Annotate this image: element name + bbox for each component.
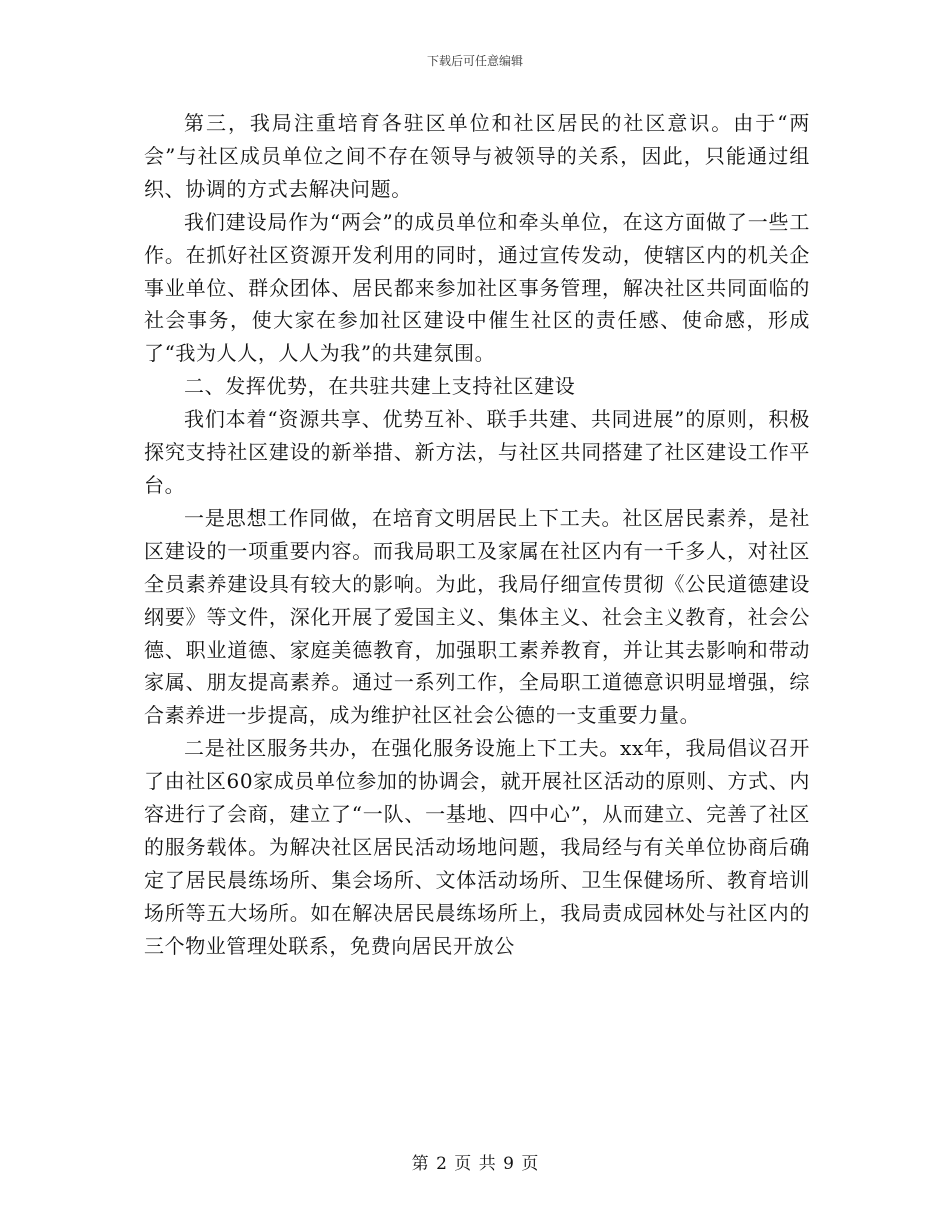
paragraph-1: 第三，我局注重培育各驻区单位和社区居民的社区意识。由于“两会”与社区成员单位之间不存在领导与被领导的关系，因此，只能通过组织、协调的方式去解决问题。 bbox=[144, 111, 810, 201]
paragraph-3: 我们本着“资源共享、优势互补、联手共建、共同进展”的原则，积极探究支持社区建设的新举措、新方法，与社区共同搭建了社区建设工作平台。 bbox=[144, 407, 810, 497]
section-heading: 二、发挥优势，在共驻共建上支持社区建设 bbox=[184, 374, 576, 399]
document-body bbox=[144, 107, 810, 963]
paragraph-5: 二是社区服务共办，在强化服务设施上下工夫。xx年，我局倡议召开了由社区60家成员单位参加的协调会，就开展社区活动的原则、方式、内容进行了会商，建立了“一队、一基地、四中心”，从而建立、完善了社区的服务载体。为解决社区居民活动场地问题，我局经与有关单位协商后确定了居民晨练场所、集会场所、文体活动场所、卫生保健场所、教育培训场所等五大场所。如在解决居民晨练场所上，我局责成园林处与社区内的三个物业管理处联系，免费向居民开放公 bbox=[144, 736, 810, 958]
page-footer: 第 2 页 共 9 页 bbox=[411, 1154, 539, 1174]
page-header: 下载后可任意编辑 bbox=[426, 54, 523, 68]
paragraph-4: 一是思想工作同做，在培育文明居民上下工夫。社区居民素养，是社区建设的一项重要内容。而我局职工及家属在社区内有一千多人，对社区全员素养建设具有较大的影响。为此，我局仔细宣传贯彻《公民道德建设纲要》等文件，深化开展了爱国主义、集体主义、社会主义教育，社会公德、职业道德、家庭美德教育，加强职工素养教育，并让其去影响和带动家属、朋友提高素养。通过一系列工作，全局职工道德意识明显增强，综合素养进一步提高，成为维护社区社会公德的一支重要力量。 bbox=[144, 505, 810, 728]
paragraph-2: 我们建设局作为“两会”的成员单位和牵头单位，在这方面做了一些工作。在抓好社区资源开发利用的同时，通过宣传发动，使辖区内的机关企事业单位、群众团体、居民都来参加社区事务管理，解决社区共同面临的社会事务，使大家在参加社区建设中催生社区的责任感、使命感，形成了“我为人人，人人为我”的共建氛围。 bbox=[144, 209, 810, 366]
